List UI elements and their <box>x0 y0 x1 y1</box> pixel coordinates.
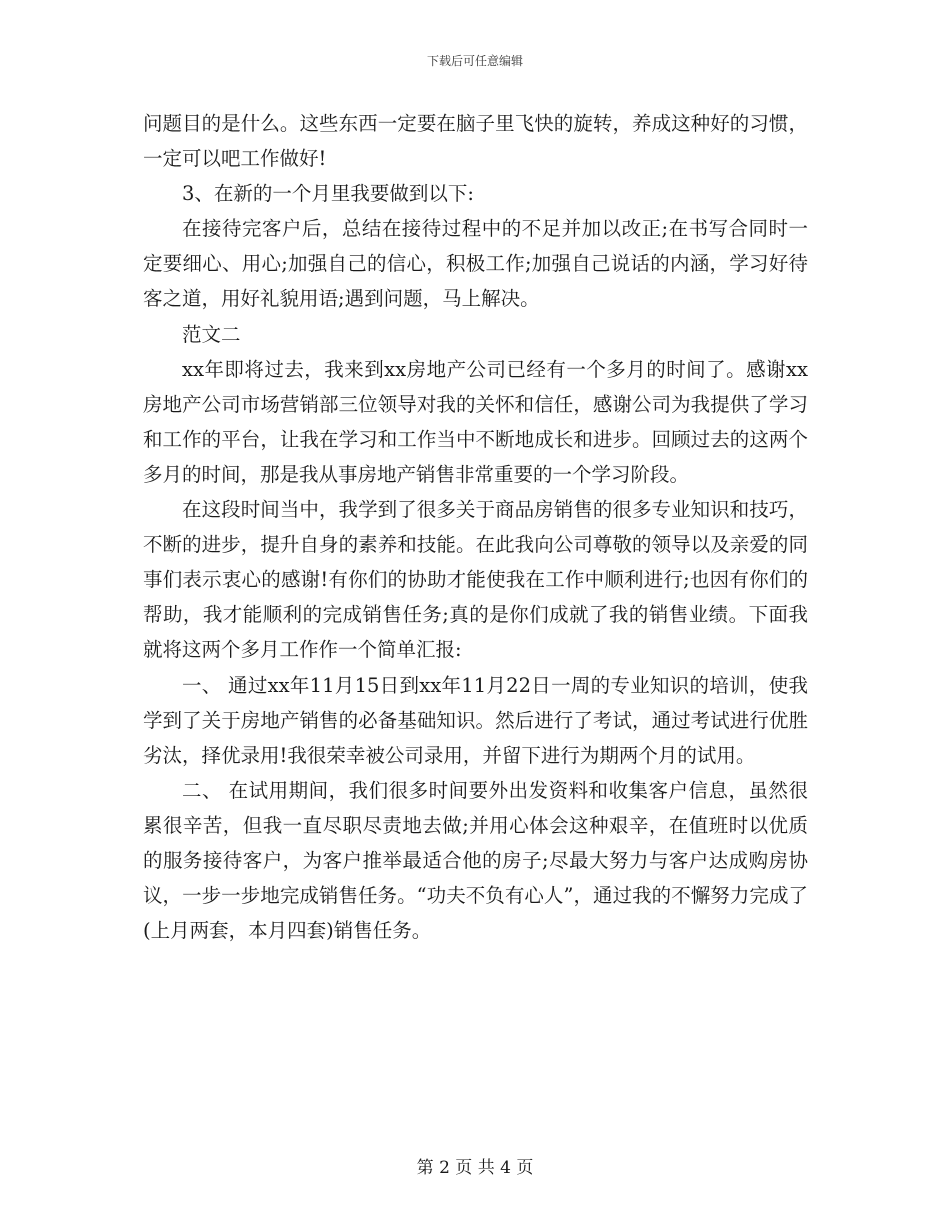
header-note: 下载后可任意编辑 <box>426 54 523 68</box>
paragraph-continuation: 问题目的是什么。这些东西一定要在脑子里飞快的旋转，养成这种好的习惯，一定可以吧工作做好! <box>143 112 808 171</box>
paragraph-gratitude: 在这段时间当中，我学到了很多关于商品房销售的很多专业知识和技巧，不断的进步，提升自身的素养和技能。在此我向公司尊敬的领导以及亲爱的同事们表示衷心的感谢!有你们的协助才能使我在工作中顺利进行;也因有你们的帮助，我才能顺利的完成销售任务;真的是你们成就了我的销售业绩。下面我就将这两个多月工作作一个简单汇报: <box>143 498 808 662</box>
paragraph-plan: 在接待完客户后，总结在接待过程中的不足并加以改正;在书写合同时一定要细心、用心;加强自己的信心，积极工作;加强自己说话的内涵，学习好待客之道，用好礼貌用语;遇到问题，马上解决。 <box>143 217 808 311</box>
page-header <box>0 53 950 69</box>
section-heading-sample-two: 范文二 <box>182 322 241 346</box>
paragraph-intro: xx年即将过去，我来到xx房地产公司已经有一个多月的时间了。感谢xx房地产公司市场营销部三位领导对我的关怀和信任，感谢公司为我提供了学习和工作的平台，让我在学习和工作当中不断地成长和进步。回顾过去的这两个多月的时间，那是我从事房地产销售非常重要的一个学习阶段。 <box>143 357 808 486</box>
paragraph-item-3: 3、在新的一个月里我要做到以下: <box>182 182 474 206</box>
paragraph-point-two: 二、 在试用期间，我们很多时间要外出发资料和收集客户信息，虽然很累很辛苦，但我一直尽职尽责地去做;并用心体会这种艰辛，在值班时以优质的服务接待客户，为客户推举最适合他的房子;尽最大努力与客户达成购房协议，一步一步地完成销售任务。“功夫不负有心人”，通过我的不懈努力完成了(上月两套，本月四套)销售任务。 <box>143 778 808 943</box>
document-body <box>143 106 808 948</box>
page-number: 第 2 页 共 4 页 <box>416 1158 534 1178</box>
paragraph-point-one: 一、 通过xx年11月15日到xx年11月22日一周的专业知识的培训，使我学到了关于房地产销售的必备基础知识。然后进行了考试，通过考试进行优胜劣汰，择优录用!我很荣幸被公司录用，并留下进行为期两个月的试用。 <box>143 673 808 767</box>
page-footer <box>0 1157 950 1179</box>
